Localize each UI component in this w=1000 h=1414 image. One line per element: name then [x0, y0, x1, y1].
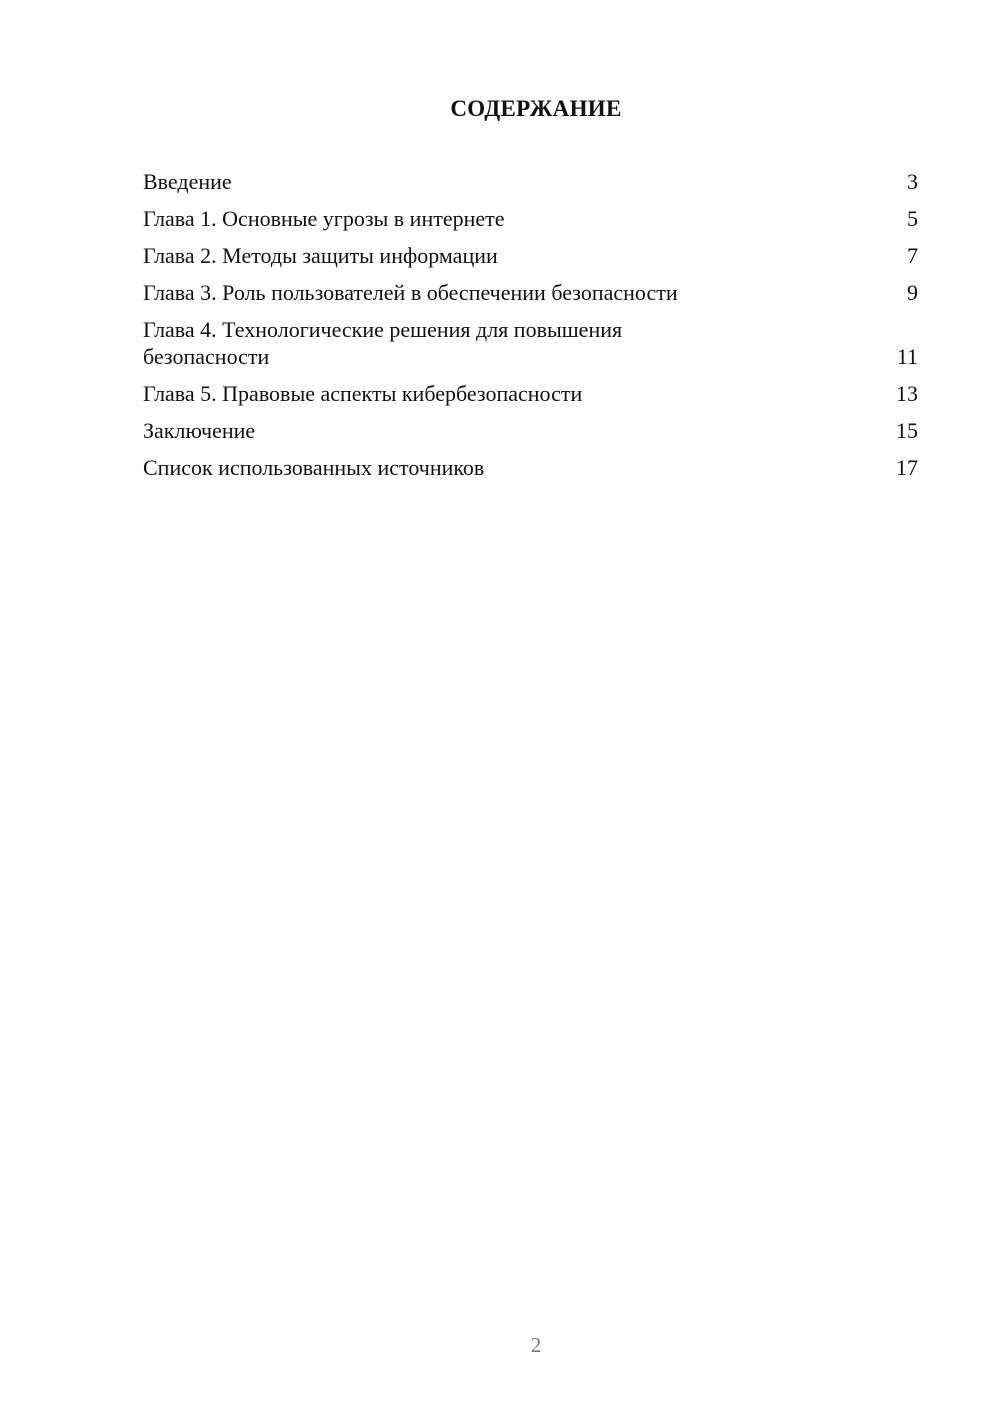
toc-entry-chapter-3[interactable]	[143, 279, 918, 306]
toc-entry-page: 17	[896, 455, 918, 480]
table-of-contents	[143, 168, 918, 491]
toc-entry-page: 7	[907, 243, 918, 268]
toc-entry-text: Глава 5. Правовые аспекты кибербезопасности	[143, 381, 583, 406]
toc-entry-chapter-5[interactable]	[143, 380, 918, 407]
toc-entry-page: 11	[896, 344, 918, 369]
toc-entry-references[interactable]	[143, 454, 918, 481]
toc-entry-page: 15	[896, 418, 918, 443]
toc-entry-text: Глава 2. Методы защиты информации	[143, 243, 498, 268]
toc-entry-conclusion[interactable]	[143, 417, 918, 444]
toc-entry-text: Список использованных источников	[143, 455, 485, 480]
page-number: 2	[530, 1333, 542, 1357]
toc-entry-chapter-1[interactable]	[143, 205, 918, 232]
toc-entry-text: Заключение	[143, 418, 256, 443]
toc-entry-text: Глава 3. Роль пользователей в обеспечении безопасности	[143, 280, 678, 305]
toc-entry-page: 5	[907, 206, 918, 231]
toc-entry-page: 13	[896, 381, 918, 406]
toc-heading: СОДЕРЖАНИЕ	[450, 96, 622, 121]
toc-entry-chapter-2[interactable]	[143, 242, 918, 269]
toc-entry-introduction[interactable]	[143, 168, 918, 195]
toc-entry-page: 3	[907, 169, 918, 194]
toc-entry-chapter-4[interactable]	[143, 316, 918, 370]
toc-entry-text: Глава 1. Основные угрозы в интернете	[143, 206, 505, 231]
toc-entry-text: Глава 4. Технологические решения для повышения безопасности	[143, 317, 623, 369]
toc-entry-page: 9	[907, 280, 918, 305]
toc-entry-text: Введение	[143, 169, 232, 194]
